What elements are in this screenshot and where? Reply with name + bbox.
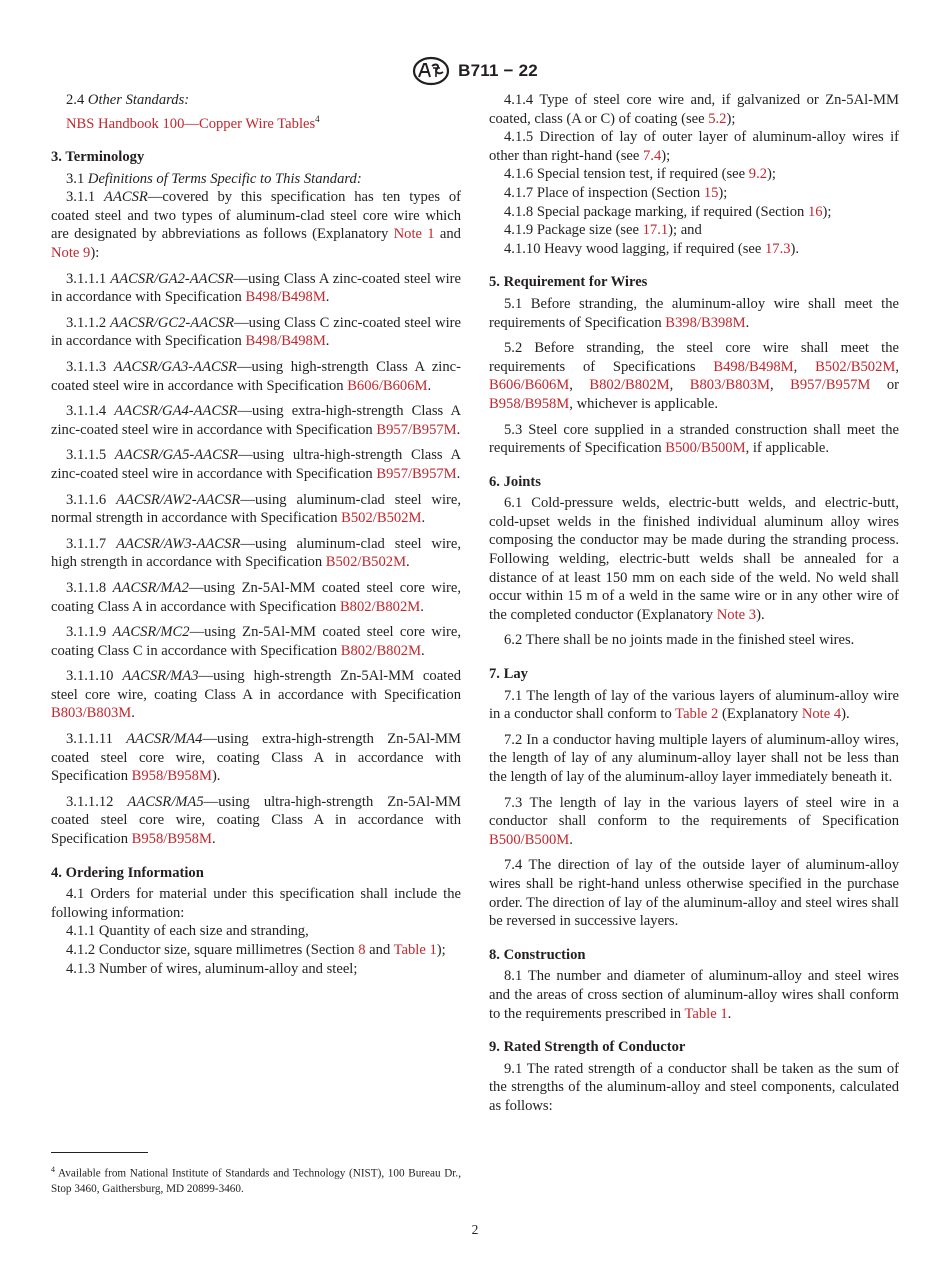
footnote-4: $^4$ Available from National Institute of Standards and Technology (NIST), 100 Bureau Dr., Stop 3460, Gaithersburg, MD 20899-3460. — [51, 1165, 461, 1195]
definitions-list — [51, 270, 461, 849]
definition-term: AACSR/AW2-AACSR — [116, 491, 241, 508]
definition-term: AACSR/MA2 — [112, 579, 189, 596]
paragraph-6-2: 6.2 There shall be no joints made in the finished steel wires. — [504, 632, 855, 649]
paragraph-4-1-4: 4.1.4 Type of steel core wire and, if galvanized or Zn-5Al-MM coated, class (A or C) of coating (see 5.2); — [489, 92, 899, 127]
spec-link[interactable]: B802/B802M — [339, 598, 421, 615]
definition-term: AACSR/GC2-AACSR — [110, 314, 235, 331]
paragraph-4-1-6: 4.1.6 Special tension test, if required (see 9.2); — [504, 166, 776, 183]
paragraph-nbs — [51, 110, 461, 133]
definition-3-1-1-8: 3.1.1.8 AACSR/MA2—using Zn-5Al-MM coated steel core wire, coating Class A in accordance with Specification B802/B802M. — [51, 579, 461, 615]
ref-7-4-link[interactable]: 7.4 — [643, 147, 662, 164]
spec-link[interactable]: B802/B802M — [340, 642, 422, 659]
b957-link[interactable]: B957/B957M — [790, 377, 871, 394]
spec-link[interactable]: B957/B957M — [376, 421, 457, 438]
section-15-link[interactable]: 15 — [703, 184, 719, 201]
paragraph-2-4: 2.4 Other Standards: — [66, 92, 190, 108]
definition-term: AACSR/MA4 — [126, 731, 203, 748]
definition-3-1-1-4: 3.1.1.4 AACSR/GA4-AACSR—using extra-high-strength Class A zinc-coated steel wire in accordance with Specification B957/B957M. — [51, 403, 461, 438]
b803-link[interactable]: B803/B803M — [689, 377, 771, 394]
left-column — [51, 91, 461, 978]
section-3-heading: 3. Terminology — [51, 149, 145, 166]
b500-link-2[interactable]: B500/B500M — [489, 831, 570, 848]
section-5-heading: 5. Requirement for Wires — [489, 274, 648, 291]
spec-link[interactable]: B957/B957M — [376, 465, 457, 482]
table-1-link[interactable]: Table 1 — [393, 942, 437, 959]
spec-link[interactable]: B502/B502M — [341, 510, 422, 527]
ref-5-2-link[interactable]: 5.2 — [708, 110, 727, 127]
paragraph-5-3: 5.3 Steel core supplied in a stranded construction shall meet the requirements of Specification B500/B500M, if applicable. — [489, 421, 899, 457]
b500-link[interactable]: B500/B500M — [665, 440, 746, 457]
paragraph-4-1-1: 4.1.1 Quantity of each size and stranding, — [66, 923, 309, 940]
definition-term: AACSR/AW3-AACSR — [116, 535, 241, 552]
definition-3-1-1-7: 3.1.1.7 AACSR/AW3-AACSR—using aluminum-clad steel wire, high strength in accordance with Specification B502/B502M. — [51, 535, 461, 571]
b802-link[interactable]: B802/B802M — [589, 377, 670, 394]
paragraph-7-3: 7.3 The length of lay in the various layers of steel wire in a conductor shall conform to the requirements of Specification B500/B500M. — [489, 794, 899, 848]
spec-link[interactable]: B502/B502M — [325, 554, 407, 571]
note-4-link[interactable]: Note 4 — [801, 706, 842, 723]
paragraph-4-1-7: 4.1.7 Place of inspection (Section 15); — [504, 184, 728, 201]
spec-link[interactable]: B958/B958M — [131, 768, 212, 785]
astm-logo-icon — [412, 56, 450, 86]
note-3-link[interactable]: Note 3 — [716, 606, 757, 623]
definition-3-1-1-3: 3.1.1.3 AACSR/GA3-AACSR—using high-strength Class A zinc-coated steel wire in accordance with Specification B606/B606M. — [51, 358, 461, 394]
section-8-heading: 8. Construction — [489, 946, 586, 963]
paragraph-5-1: 5.1 Before stranding, the aluminum-alloy wire shall meet the requirements of Specification B398/B398M. — [489, 295, 899, 331]
paragraph-4-1-10: 4.1.10 Heavy wood lagging, if required (see 17.3). — [504, 240, 800, 257]
definition-term: AACSR/MA3 — [122, 668, 199, 685]
definition-term: AACSR/MC2 — [112, 624, 190, 641]
definition-3-1-1-10: 3.1.1.10 AACSR/MA3—using high-strength Zn-5Al-MM coated steel core wire, coating Class A in accordance with Specification B803/B803M. — [51, 668, 461, 722]
footnote-4-marker[interactable]: 4 — [315, 113, 320, 124]
definition-3-1-1-1: 3.1.1.1 AACSR/GA2-AACSR—using Class A zinc-coated steel wire in accordance with Specification B498/B498M. — [51, 270, 461, 306]
note-9-link[interactable]: Note 9 — [51, 245, 91, 262]
table-2-link[interactable]: Table 2 — [675, 706, 719, 723]
footnote-mark: 4 — [51, 1165, 55, 1174]
handbook-100-link[interactable]: Handbook 100—Copper Wire Tables — [98, 115, 316, 132]
definition-3-1-1-2: 3.1.1.2 AACSR/GC2-AACSR—using Class C zinc-coated steel wire in accordance with Specification B498/B498M. — [51, 314, 461, 350]
paragraph-4-1: 4.1 Orders for material under this specification shall include the following information: — [51, 886, 461, 921]
definition-3-1-1-6: 3.1.1.6 AACSR/AW2-AACSR—using aluminum-clad steel wire, normal strength in accordance with Specification B502/B502M. — [51, 491, 461, 527]
paragraph-9-1: 9.1 The rated strength of a conductor shall be taken as the sum of the strengths of the aluminum-alloy and steel components, calculated as follows: — [489, 1060, 899, 1114]
definition-3-1-1-11: 3.1.1.11 AACSR/MA4—using extra-high-strength Zn-5Al-MM coated steel core wire, coating Class A in accordance with Specification B958/B958M). — [51, 731, 461, 785]
spec-link[interactable]: B606/B606M — [347, 377, 428, 394]
section-7-heading: 7. Lay — [489, 666, 528, 683]
definition-3-1-1-5: 3.1.1.5 AACSR/GA5-AACSR—using ultra-high-strength Class A zinc-coated steel wire in accordance with Specification B957/B957M. — [51, 447, 461, 482]
definition-term: AACSR/GA5-AACSR — [114, 447, 239, 464]
section-8-link[interactable]: 8 — [358, 942, 366, 959]
paragraph-3-1-1: 3.1.1 AACSR—covered by this specification has ten types of coated steel and two types of aluminum-clad steel core wire which are designated by abbreviations as follows (Explanatory Note 1 and Note 9): — [51, 189, 462, 262]
definition-3-1-1-9: 3.1.1.9 AACSR/MC2—using Zn-5Al-MM coated steel core wire, coating Class C in accordance with Specification B802/B802M. — [51, 624, 461, 659]
paragraph-7-4: 7.4 The direction of lay of the outside layer of aluminum-alloy wires shall be right-hand unless otherwise specified in the purchase order. The direction of lay of the aluminum-alloy and steel wires shall be reversed in successive layers. — [489, 857, 899, 930]
paragraph-7-1: 7.1 The length of lay of the various layers of aluminum-alloy wire in a conductor shall conform to Table 2 (Explanatory Note 4). — [489, 687, 899, 723]
definition-term: AACSR/GA2-AACSR — [110, 270, 234, 287]
ref-17-3-link[interactable]: 17.3 — [765, 240, 791, 257]
paragraph-4-1-5: 4.1.5 Direction of lay of outer layer of aluminum-alloy wires if other than right-hand (see 7.4); — [489, 129, 899, 164]
table-1-link-2[interactable]: Table 1 — [684, 1005, 728, 1022]
b606-link[interactable]: B606/B606M — [489, 377, 570, 394]
section-9-heading: 9. Rated Strength of Conductor — [489, 1039, 686, 1056]
paragraph-5-2: 5.2 Before stranding, the steel core wire shall meet the requirements of Specifications B498/B498M, B502/B502M, B606/B606M, B802/B802M, B803/B803M, B957/B957M or B958/B958M, whichever is applicable. — [489, 340, 900, 412]
b498-link[interactable]: B498/B498M — [713, 358, 794, 375]
section-6-heading: 6. Joints — [489, 473, 541, 490]
paragraph-6-1: 6.1 Cold-pressure welds, electric-butt welds, and electric-butt, cold-upset welds in the finished individual aluminum alloy wires composing the conductor may be made during the stranding process. Following welding, electric-butt welds shall be annealed for a distance of at least 150 mm on each side of the weld. No weld shall occur within 15 m of a weld in the same wire or in any other wire of the completed conductor (Explanatory Note 3). — [489, 495, 899, 623]
standard-designation: B711 − 22 — [458, 61, 538, 80]
right-column — [489, 91, 899, 1116]
definition-term: AACSR/MA5 — [127, 793, 204, 810]
paragraph-8-1: 8.1 The number and diameter of aluminum-alloy and steel wires and the areas of cross section of aluminum-alloy wires shall conform to the requirements prescribed in Table 1. — [489, 968, 899, 1022]
spec-link[interactable]: B498/B498M — [245, 289, 326, 306]
b398-link[interactable]: B398/B398M — [665, 314, 746, 331]
b958-link[interactable]: B958/B958M — [489, 395, 570, 412]
spec-link[interactable]: B803/B803M — [51, 705, 132, 722]
spec-link[interactable]: B958/B958M — [131, 831, 212, 848]
page-header — [0, 56, 950, 86]
nbs-link[interactable]: NBS — [66, 115, 95, 132]
b502-link[interactable]: B502/B502M — [815, 358, 896, 375]
definition-term: AACSR/GA4-AACSR — [114, 403, 238, 420]
note-1-link[interactable]: Note 1 — [393, 226, 435, 243]
paragraph-4-1-2: 4.1.2 Conductor size, square millimetres (Section 8 and Table 1); — [66, 942, 446, 959]
paragraph-4-1-8: 4.1.8 Special package marking, if required (Section 16); — [504, 203, 832, 220]
paragraph-4-1-9: 4.1.9 Package size (see 17.1); and — [504, 222, 702, 239]
paragraph-4-1-3: 4.1.3 Number of wires, aluminum-alloy and steel; — [66, 960, 358, 977]
section-16-link[interactable]: 16 — [807, 203, 823, 220]
paragraph-7-2: 7.2 In a conductor having multiple layers of aluminum-alloy wires, the length of lay of any aluminum-alloy layer shall not be less than the length of lay of the aluminum-alloy layer immediately beneath it. — [489, 731, 899, 785]
section-4-heading: 4. Ordering Information — [51, 864, 204, 881]
definition-3-1-1-12: 3.1.1.12 AACSR/MA5—using ultra-high-strength Zn-5Al-MM coated steel core wire, coating Class A in accordance with Specification B958/B958M. — [51, 793, 461, 848]
ref-17-1-link[interactable]: 17.1 — [642, 222, 669, 239]
ref-9-2-link[interactable]: 9.2 — [748, 166, 768, 183]
definition-term: AACSR/GA3-AACSR — [113, 358, 237, 375]
page-number: 2 — [471, 1222, 479, 1237]
paragraph-3-1: 3.1 Definitions of Terms Specific to This Standard: — [66, 170, 362, 187]
spec-link[interactable]: B498/B498M — [245, 333, 326, 350]
footnote-divider — [51, 1152, 148, 1153]
